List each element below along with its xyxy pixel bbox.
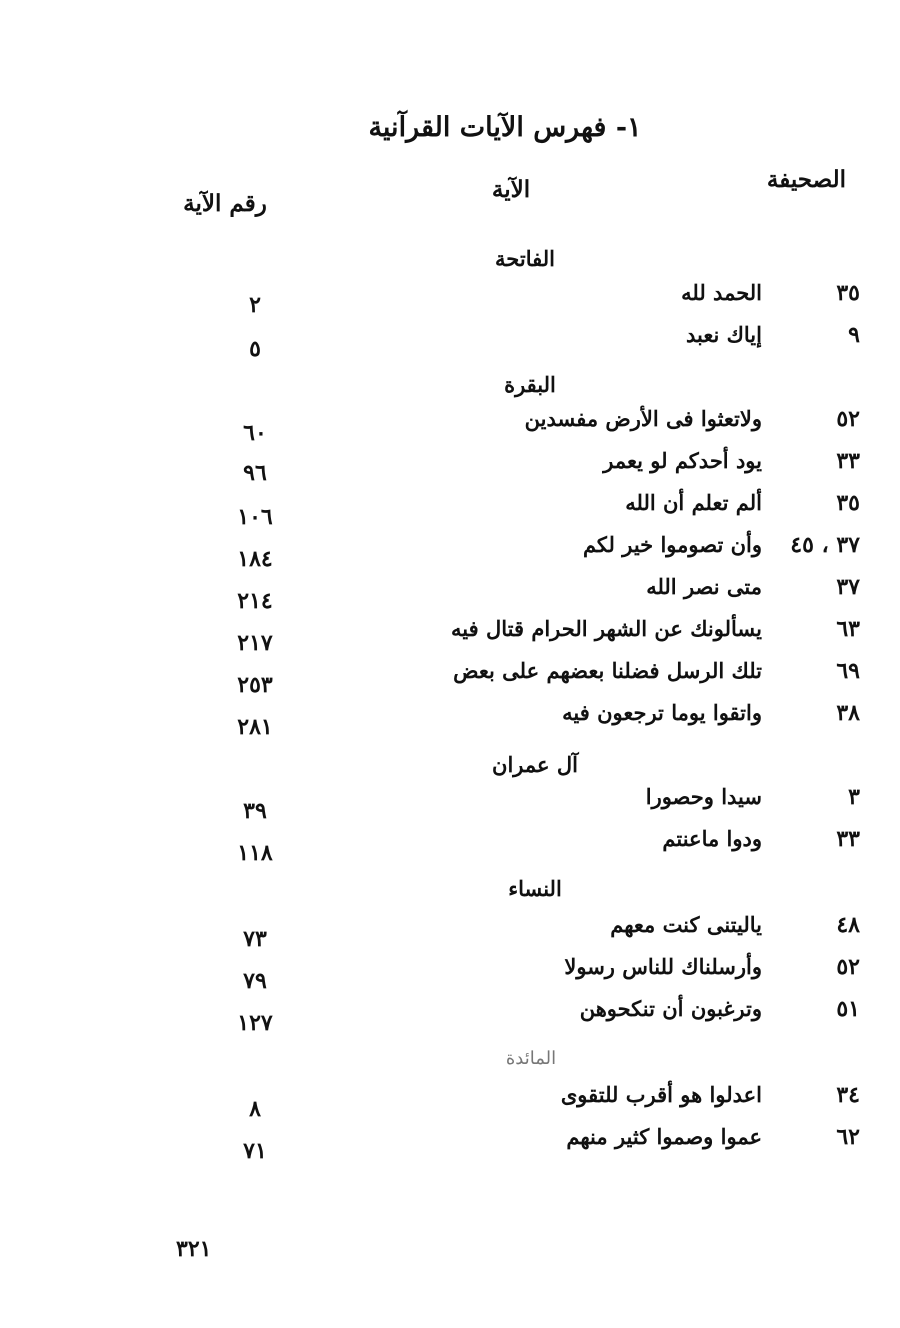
index-row	[0, 784, 900, 824]
verse-number: ١٨٤	[237, 546, 273, 572]
index-row	[0, 574, 900, 614]
verse-number: ١٢٧	[237, 1010, 273, 1036]
verse-text: الحمد لله	[681, 280, 762, 305]
verse-number: ٣٩	[243, 798, 267, 824]
verse-number: ٩٦	[243, 460, 267, 486]
index-row	[0, 826, 900, 866]
verse-text: عموا وصموا كثير منهم	[566, 1124, 762, 1149]
page-number: ٣٤	[836, 1082, 860, 1108]
page-number: ٣٣	[836, 448, 860, 474]
verse-text: تلك الرسل فضلنا بعضهم على بعض	[453, 658, 762, 683]
verse-number: ٧٣	[243, 926, 267, 952]
page-number: ٩	[848, 322, 860, 348]
index-row	[0, 322, 900, 362]
verse-text: اعدلوا هو أقرب للتقوى	[560, 1082, 762, 1107]
verse-text: ألم تعلم أن الله	[625, 490, 762, 515]
verse-number: ٧١	[243, 1138, 267, 1164]
verse-text: يسألونك عن الشهر الحرام قتال فيه	[451, 616, 762, 641]
surah-heading: الفاتحة	[495, 246, 555, 271]
surah-heading: النساء	[508, 876, 562, 901]
page-number: ٤٨	[836, 912, 860, 938]
index-row	[0, 532, 900, 572]
verse-number: ٥	[249, 336, 261, 362]
index-row	[0, 996, 900, 1036]
verse-text: وأرسلناك للناس رسولا	[564, 954, 762, 979]
index-row	[0, 448, 900, 488]
page-title: ١- فهرس الآيات القرآنية	[368, 112, 642, 143]
verse-text: واتقوا يوما ترجعون فيه	[562, 700, 762, 725]
index-row	[0, 616, 900, 656]
page-number: ٦٢	[836, 1124, 860, 1150]
verse-text: ولاتعثوا فى الأرض مفسدين	[524, 406, 762, 431]
verse-text: وأن تصوموا خير لكم	[582, 532, 762, 557]
page-number: ٣٨	[836, 700, 860, 726]
index-row	[0, 700, 900, 740]
verse-number: ٧٩	[243, 968, 267, 994]
verse-number: ٢١٤	[237, 588, 273, 614]
page-number: ٦٩	[836, 658, 860, 684]
verse-column-header: الآية	[491, 176, 531, 203]
surah-heading: البقرة	[504, 372, 556, 397]
verse-number: ٢٨١	[237, 714, 273, 740]
verse-number: ٦٠	[243, 420, 267, 446]
page-number: ٥١	[836, 996, 860, 1022]
page-number: ٥٢	[836, 954, 860, 980]
page-number: ٣٥	[836, 490, 860, 516]
verse-number: ٢١٧	[237, 630, 273, 656]
verse-text: ياليتنى كنت معهم	[610, 912, 762, 937]
verse-text: إياك نعبد	[685, 322, 762, 347]
index-row	[0, 1082, 900, 1122]
verse-number-column-header: رقم الآية	[183, 190, 267, 217]
verse-text: متى نصر الله	[646, 574, 762, 599]
verse-number: ٢	[249, 292, 261, 318]
verse-number: ١٠٦	[237, 504, 273, 530]
page-number: ٥٢	[836, 406, 860, 432]
verse-text: ودوا ماعنتم	[662, 826, 762, 851]
page-number: ٣	[848, 784, 860, 810]
page-number: ٣٥	[836, 280, 860, 306]
index-row	[0, 912, 900, 952]
verse-text: سيدا وحصورا	[645, 784, 762, 809]
page-number: ٣٧ ، ٤٥	[790, 532, 860, 558]
verse-text: يود أحدكم لو يعمر	[603, 448, 762, 473]
page-number: ٣٧	[836, 574, 860, 600]
index-row	[0, 1124, 900, 1164]
page-column-header: الصحيفة	[766, 166, 846, 193]
page-folio-number: ٣٢١	[176, 1236, 212, 1262]
page-number: ٦٣	[836, 616, 860, 642]
surah-heading: آل عمران	[492, 752, 578, 777]
index-row	[0, 658, 900, 698]
verse-number: ١١٨	[237, 840, 273, 866]
verse-number: ٢٥٣	[237, 672, 273, 698]
index-row	[0, 490, 900, 530]
surah-heading: المائدة	[505, 1048, 557, 1069]
index-row	[0, 280, 900, 320]
index-row	[0, 406, 900, 446]
verse-text: وترغبون أن تنكحوهن	[579, 996, 762, 1021]
page-number: ٣٣	[836, 826, 860, 852]
index-row	[0, 954, 900, 994]
verse-number: ٨	[249, 1096, 261, 1122]
